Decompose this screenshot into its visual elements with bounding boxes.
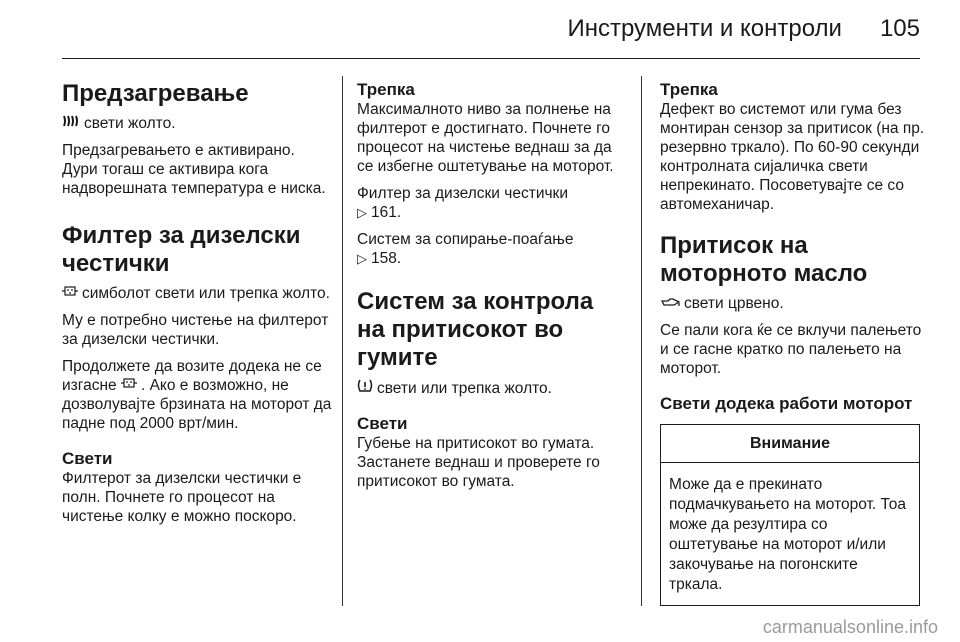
section-title-dpf: Филтер за дизелски честички [62, 222, 301, 277]
page-header [62, 0, 920, 58]
diesel-filter-icon [121, 376, 137, 395]
tpms-lights-paragraph: Губење на притисокот во гумата. Застанете веднаш и проверете го притисокот во гумата. [357, 435, 600, 490]
section-title-tpms: Систем за контрола на притисокот во гумите [357, 288, 594, 371]
glow-plug-icon [62, 114, 80, 133]
column-1 [62, 80, 332, 534]
header-rule [62, 58, 920, 59]
warning-notice-box [660, 424, 920, 606]
subsection-title-tpms-lights: Свети [357, 414, 408, 433]
lights-paragraph: Филтерот за дизелски честички е полн. Почнете го процесот на чистење колку е можно поскоро. [62, 470, 302, 525]
column-2 [357, 80, 627, 499]
oil-can-icon [660, 294, 680, 313]
notice-body: Може да е прекинато подмачкувањето на моторот. Тоа може да резултира со оштетување на моторот и/или закочување на погонските тркала. [669, 476, 907, 593]
section-title-oil: Притисок на моторното масло [660, 232, 868, 287]
arrow-ref-icon: ▷ [357, 205, 367, 220]
watermark: carmanualsonline.info [762, 617, 938, 637]
subsection-title-tpms-flash: Трепка [660, 80, 718, 99]
arrow-ref-icon: ▷ [357, 251, 367, 266]
flash-paragraph: Максималното ниво за полнење на филтерот е достигнато. Почнете го процесот на чистење веднаш за да се избегне оштетување на моторот. [357, 101, 614, 175]
section-title-preheat: Предзагревање [62, 80, 249, 107]
page-number: 105 [879, 15, 920, 42]
tire-pressure-icon [357, 378, 373, 398]
reference-start-stop: Систем за сопирање-поаѓање ▷ 158. [357, 231, 574, 267]
reference-dpf: Филтер за дизелски честички ▷ 161. [357, 185, 568, 221]
tpms-status: свети или трепка жолто. [357, 378, 627, 398]
column-divider-1 [342, 76, 343, 606]
dpf-status: симболот свети или трепка жолто. [62, 284, 332, 303]
notice-title: Внимание [661, 425, 919, 463]
dpf-paragraph-1: Му е потребно чистење на филтерот за дизелски честички. [62, 312, 329, 348]
column-3 [660, 80, 930, 606]
subsection-title-running: Свети додека работи моторот [660, 394, 913, 413]
diesel-filter-icon [62, 284, 78, 303]
column-divider-2 [641, 76, 642, 606]
header-title: Инструменти и контроли [567, 15, 842, 42]
subsection-title-lights: Свети [62, 449, 113, 468]
tpms-flash-paragraph: Дефект во системот или гума без монтиран сензор за притисок (на пр. резервно тркало). По 60-90 секунди контролната сијаличка свети непрекинато. Посоветувајте се со автомеханичар. [660, 101, 925, 213]
subsection-title-flash: Трепка [357, 80, 415, 99]
preheat-paragraph: Предзагревањето е активирано. Дури тогаш се активира кога надворешната температура е ниска. [62, 142, 326, 197]
oil-status: свети црвено. [660, 294, 930, 313]
oil-paragraph: Се пали кога ќе се вклучи палењето и се гасне кратко по палењето на моторот. [660, 322, 922, 377]
dpf-paragraph-2: Продолжете да возите додека не се изгасне . Ако е возможно, не дозволувајте брзината на моторот да падне под 2000 врт/мин. [62, 358, 332, 432]
preheat-status: свети жолто. [62, 114, 332, 133]
